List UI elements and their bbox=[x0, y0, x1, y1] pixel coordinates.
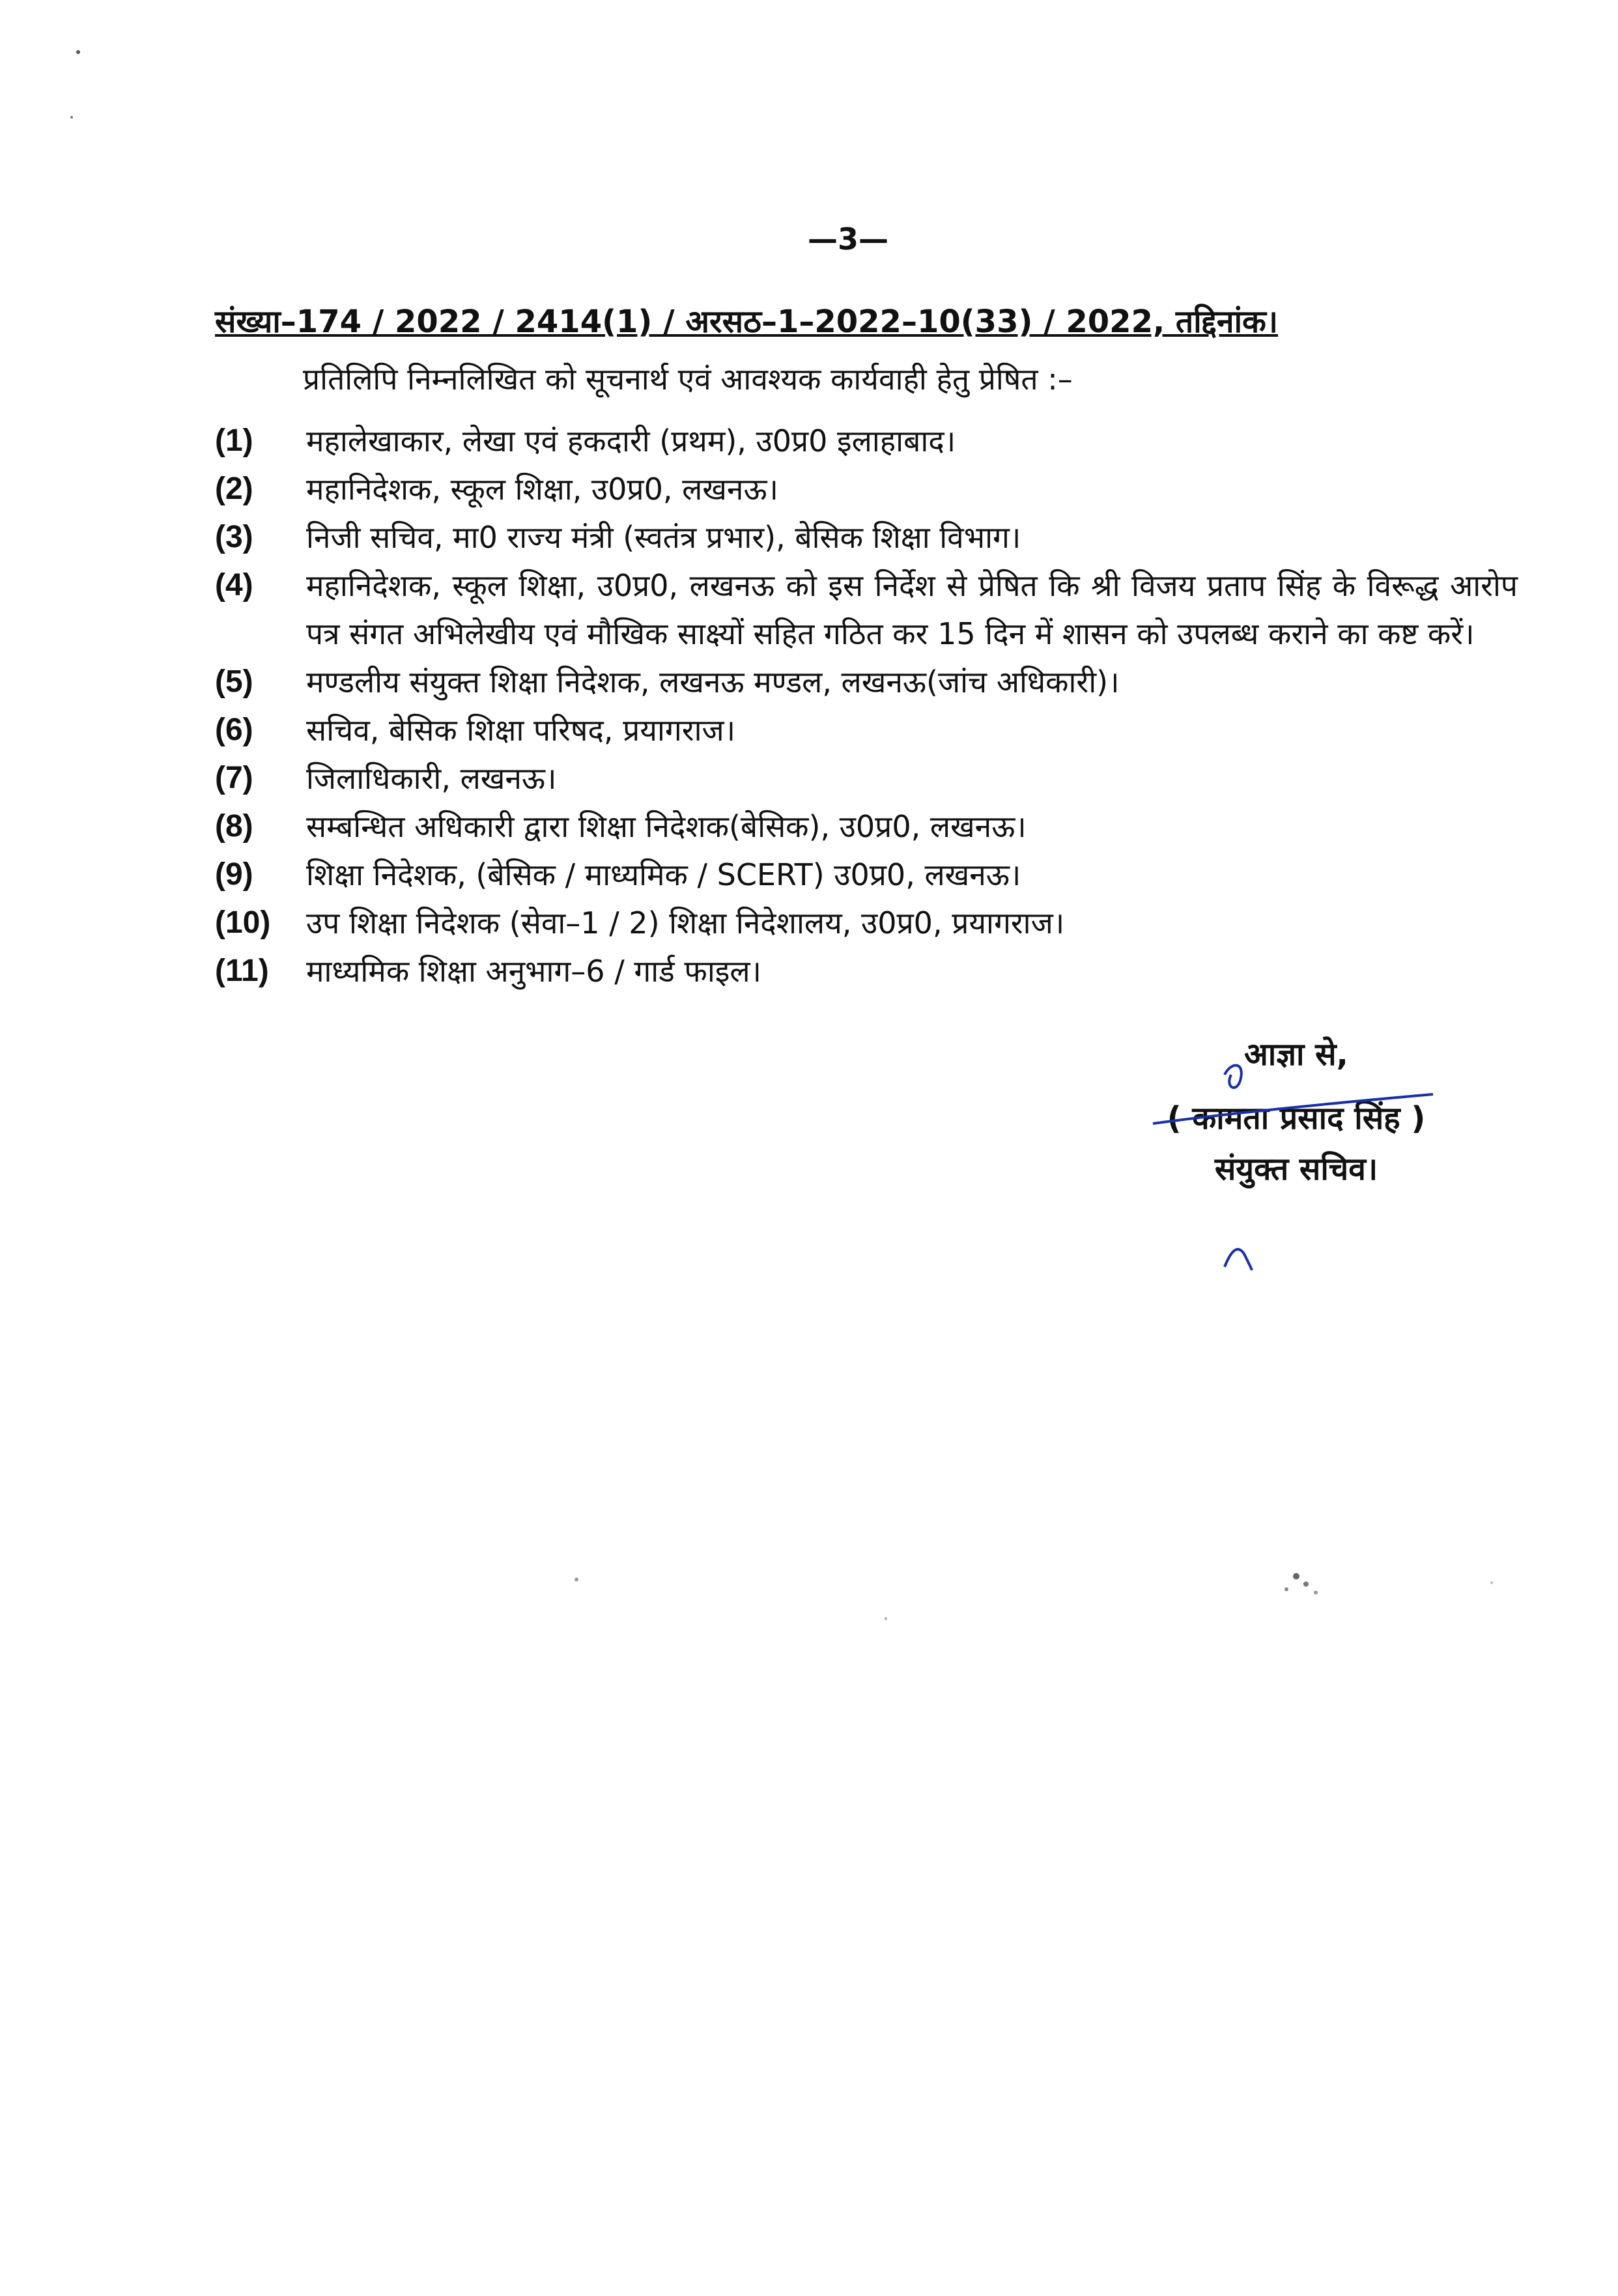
item-text: मण्डलीय संयुक्त शिक्षा निदेशक, लखनऊ मण्डल, लखनऊ(जांच अधिकारी)। bbox=[306, 664, 1120, 700]
item-number: (1) bbox=[215, 423, 253, 458]
item-text: महालेखाकार, लेखा एवं हकदारी (प्रथम), उ0प्र0 इलाहाबाद। bbox=[306, 423, 956, 459]
recipient-list bbox=[215, 417, 1518, 995]
list-item bbox=[215, 851, 1518, 899]
item-text: माध्यमिक शिक्षा अनुभाग–6 / गार्ड फाइल। bbox=[306, 954, 761, 989]
item-number: (10) bbox=[215, 905, 271, 940]
list-item bbox=[215, 513, 1518, 561]
item-number: (5) bbox=[215, 664, 253, 699]
item-text: निजी सचिव, मा0 राज्य मंत्री (स्वतंत्र प्रभार), बेसिक शिक्षा विभाग। bbox=[306, 520, 1021, 555]
item-text: शिक्षा निदेशक, (बेसिक / माध्यमिक / SCERT) उ0प्र0, लखनऊ। bbox=[306, 857, 1021, 892]
list-item bbox=[215, 561, 1518, 658]
item-number: (3) bbox=[215, 520, 253, 554]
item-number: (4) bbox=[215, 568, 253, 602]
item-text: महानिदेशक, स्कूल शिक्षा, उ0प्र0, लखनऊ को इस निर्देश से प्रेषित कि श्री विजय प्रताप सिंह के विरूद्ध आरोप पत्र संगत अभिलेखीय एवं मौखिक साक्ष्यों सहित गठित कर 15 दिन में शासन को उपलब्ध कराने का कष्ट करें। bbox=[306, 568, 1518, 651]
item-number: (7) bbox=[215, 761, 253, 795]
order-line: आज्ञा से, bbox=[1244, 1036, 1348, 1073]
signatory-name: ( कामता प्रसाद सिंह ) bbox=[1167, 1100, 1426, 1137]
intro-text: प्रतिलिपि निम्नलिखित को सूचनार्थ एवं आवश्यक कार्यवाही हेतु प्रेषित :– bbox=[303, 361, 1073, 397]
item-number: (11) bbox=[215, 954, 269, 988]
list-item bbox=[215, 706, 1518, 754]
list-item bbox=[215, 658, 1518, 706]
list-item bbox=[215, 947, 1518, 995]
item-text: सचिव, बेसिक शिक्षा परिषद, प्रयागराज। bbox=[306, 713, 736, 748]
list-item bbox=[215, 899, 1518, 947]
item-number: (6) bbox=[215, 713, 253, 747]
list-item bbox=[215, 802, 1518, 851]
signatory-designation: संयुक्त सचिव। bbox=[1214, 1151, 1378, 1187]
item-text: महानिदेशक, स्कूल शिक्षा, उ0प्र0, लखनऊ। bbox=[306, 472, 778, 507]
list-item bbox=[215, 465, 1518, 513]
item-number: (9) bbox=[215, 857, 253, 892]
handwritten-signature-icon bbox=[1127, 1049, 1440, 1127]
reference-number: संख्या–174 / 2022 / 2414(1) / अरसठ–1–2022–10(33) / 2022, तद्दिनांक। bbox=[215, 304, 1279, 340]
item-text: सम्बन्धित अधिकारी द्वारा शिक्षा निदेशक(बेसिक), उ0प्र0, लखनऊ। bbox=[306, 809, 1027, 844]
list-item bbox=[215, 417, 1518, 465]
item-number: (2) bbox=[215, 472, 253, 506]
item-text: जिलाधिकारी, लखनऊ। bbox=[306, 761, 557, 796]
initial-mark-icon bbox=[1218, 1238, 1257, 1277]
item-text: उप शिक्षा निदेशक (सेवा–1 / 2) शिक्षा निदेशालय, उ0प्र0, प्रयागराज। bbox=[306, 905, 1065, 941]
item-number: (8) bbox=[215, 809, 253, 843]
page-number: —3— bbox=[808, 221, 889, 257]
list-item bbox=[215, 754, 1518, 802]
